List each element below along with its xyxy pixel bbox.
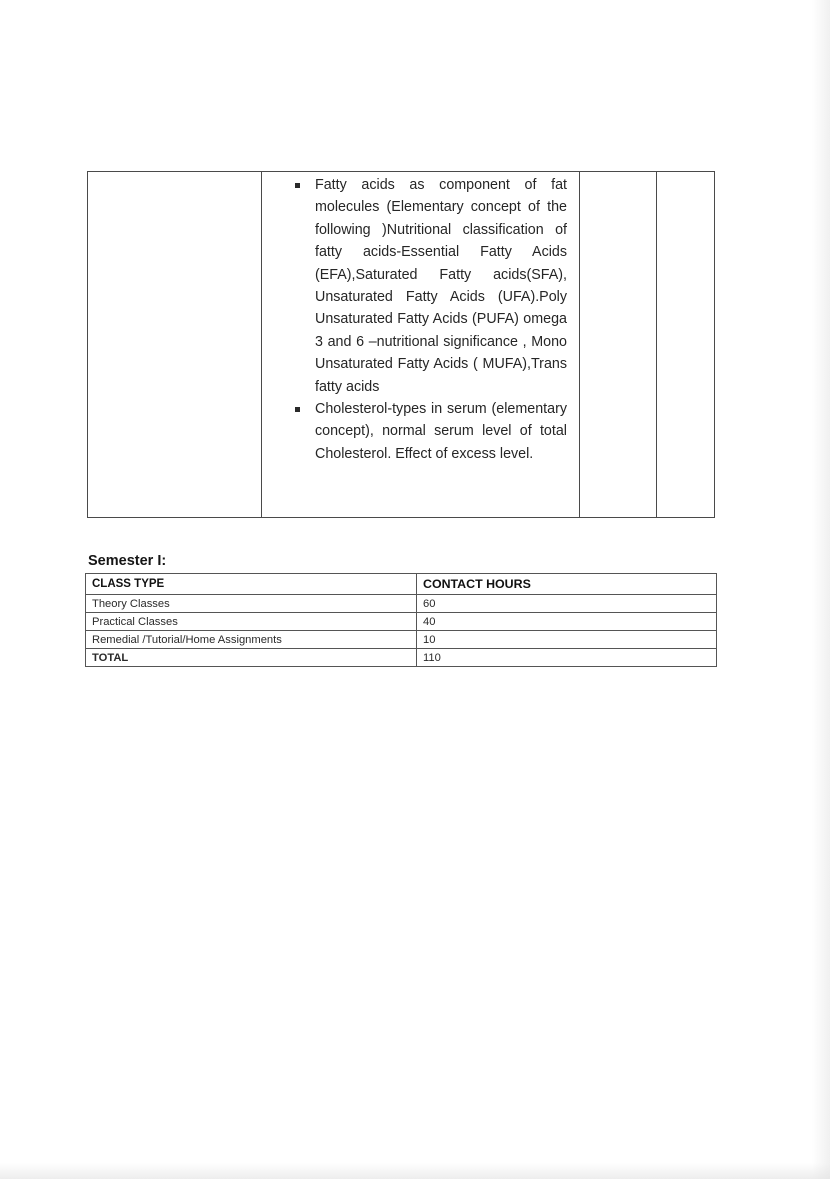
table-column-divider	[656, 172, 657, 517]
topic-text: Fatty acids as component of fat molecules (Elementary concept of the following )Nutritional classification of fatty acids-Essential Fatty Acids (EFA),Saturated Fatty acids(SFA), Unsaturated Fatty Acids (UFA).Poly Unsaturated Fatty Acids (PUFA) omega 3 and 6 –nutritional significance , Mono Unsaturated Fatty Acids ( MUFA),Trans fatty acids	[315, 177, 567, 395]
total-hours-cell: 110	[417, 649, 717, 667]
table-row	[86, 631, 717, 649]
square-bullet-icon	[295, 183, 300, 188]
table-row	[86, 595, 717, 613]
table-header-row	[86, 574, 717, 595]
contact-hours-cell: 60	[417, 595, 717, 613]
class-type-cell: Theory Classes	[86, 595, 417, 613]
total-label-cell: TOTAL	[86, 649, 417, 667]
column-header-class-type: CLASS TYPE	[86, 574, 417, 595]
table-total-row	[86, 649, 717, 667]
syllabus-table	[87, 171, 715, 518]
topic-item-cholesterol	[262, 398, 579, 465]
topic-item-fatty-acids	[262, 174, 579, 398]
semester-heading: Semester I:	[88, 553, 167, 569]
syllabus-content-cell	[262, 172, 579, 517]
column-header-contact-hours: CONTACT HOURS	[417, 574, 717, 595]
contact-hours-cell: 10	[417, 631, 717, 649]
table-row	[86, 613, 717, 631]
contact-hours-table	[85, 573, 717, 667]
topic-list	[262, 174, 579, 465]
page-edge-shadow-bottom	[0, 1163, 830, 1179]
page-edge-shadow	[812, 0, 830, 1179]
class-type-cell: Practical Classes	[86, 613, 417, 631]
contact-hours-cell: 40	[417, 613, 717, 631]
table-column-divider	[579, 172, 580, 517]
topic-text: Cholesterol-types in serum (elementary concept), normal serum level of total Cholesterol. Effect of excess level.	[315, 401, 567, 462]
class-type-cell: Remedial /Tutorial/Home Assignments	[86, 631, 417, 649]
square-bullet-icon	[295, 407, 300, 412]
